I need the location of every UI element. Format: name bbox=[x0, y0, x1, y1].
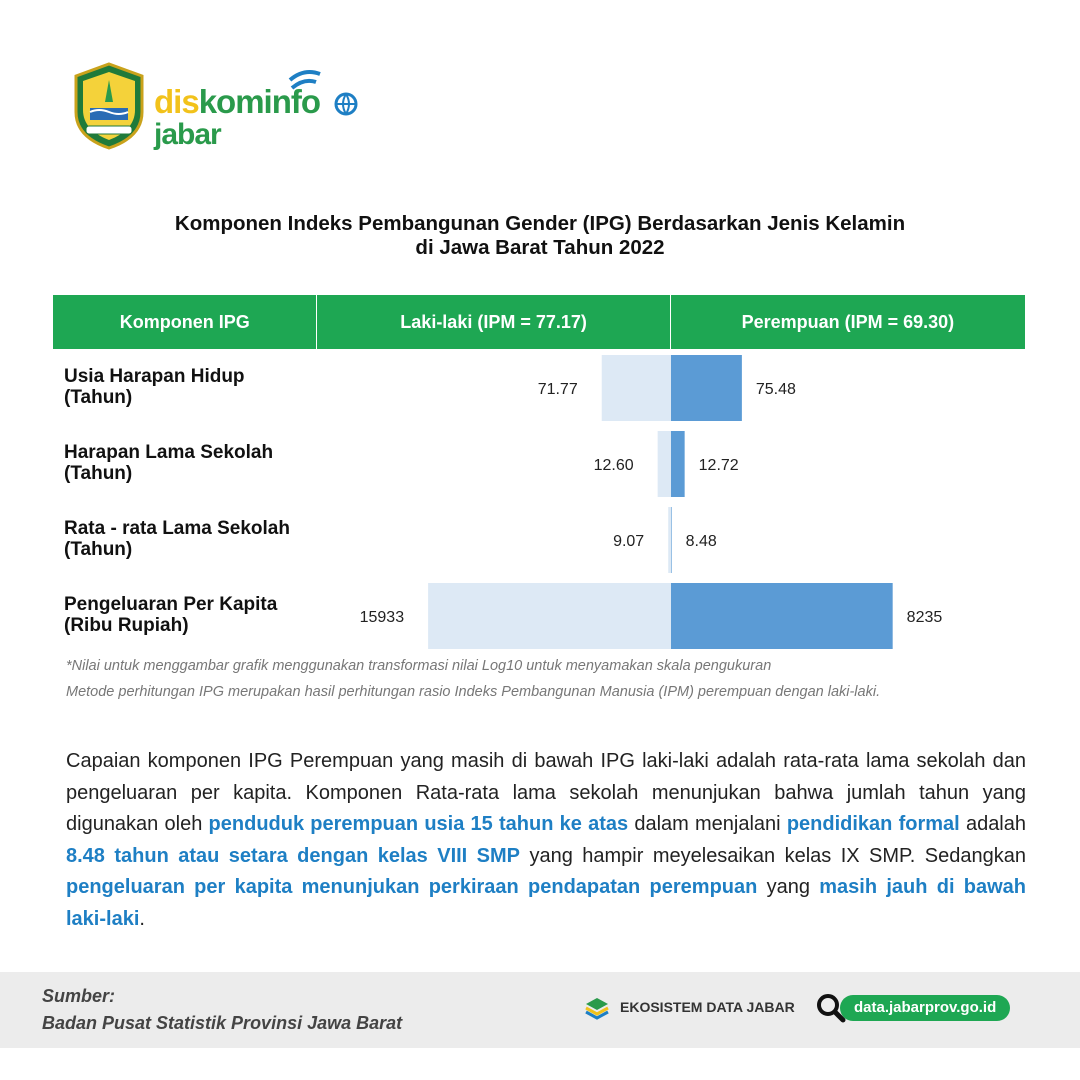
paragraph-text: . bbox=[139, 907, 145, 930]
male-value-label: 12.60 bbox=[593, 457, 634, 474]
male-bar bbox=[658, 431, 671, 497]
row-label-line: (Ribu Rupiah) bbox=[64, 615, 189, 636]
paragraph-highlight: penduduk perempuan usia 15 tahun ke atas bbox=[208, 813, 629, 835]
header-female: Perempuan (IPM = 69.30) bbox=[741, 311, 955, 332]
male-value-label: 71.77 bbox=[537, 381, 578, 398]
female-bar bbox=[671, 355, 742, 421]
row-label-line: (Tahun) bbox=[64, 387, 133, 408]
paragraph-highlight: pendidikan formal bbox=[786, 813, 960, 835]
chart-title-line2: di Jawa Barat Tahun 2022 bbox=[415, 236, 665, 259]
note-method: Metode perhitungan IPG merupakan hasil perhitungan rasio Indeks Pembangunan Manusia (IPM) perempuan dengan laki-laki. bbox=[66, 684, 881, 700]
portal-url-link[interactable]: data.jabarprov.go.id bbox=[840, 995, 1010, 1021]
row-label-line: Usia Harapan Hidup bbox=[64, 366, 245, 387]
row-label-line: Rata - rata Lama Sekolah bbox=[64, 518, 290, 539]
header-male: Laki-laki (IPM = 77.17) bbox=[317, 295, 670, 349]
male-bar bbox=[428, 583, 671, 649]
paragraph-text: yang hampir meyelesaikan kelas IX SMP. Sedangkan bbox=[520, 844, 1026, 867]
paragraph-text: adalah bbox=[959, 813, 1027, 835]
female-bar bbox=[671, 507, 672, 573]
paragraph-highlight: 8.48 tahun atau setara dengan kelas VIII SMP bbox=[66, 844, 521, 867]
paragraph-text: yang bbox=[757, 876, 820, 898]
chart-title-line1: Komponen Indeks Pembangunan Gender (IPG) Berdasarkan Jenis Kelamin bbox=[174, 212, 906, 235]
male-bar bbox=[602, 355, 671, 421]
west-java-emblem-icon bbox=[72, 62, 146, 150]
brand-name-line2: jabar bbox=[154, 118, 221, 151]
female-bar bbox=[671, 431, 685, 497]
summary-paragraph bbox=[66, 746, 1026, 935]
female-value-label: 8235 bbox=[906, 609, 943, 626]
ecosystem-label: EKOSISTEM DATA JABAR bbox=[620, 999, 795, 1015]
signal-globe-icon bbox=[282, 64, 360, 120]
row-label-line: (Tahun) bbox=[64, 463, 133, 484]
row-label-line: Pengeluaran Per Kapita bbox=[64, 594, 278, 615]
diverging-bar-chart bbox=[0, 340, 1080, 660]
male-bar bbox=[668, 507, 671, 573]
row-label-line: (Tahun) bbox=[64, 539, 133, 560]
data-ecosystem-logo-icon bbox=[584, 996, 610, 1020]
note-log-transform: *Nilai untuk menggambar grafik menggunakan transformasi nilai Log10 untuk menyamakan skala pengukuran bbox=[66, 658, 772, 674]
paragraph-highlight: masih jauh di bawah laki-laki bbox=[66, 876, 1027, 930]
source-value: Badan Pusat Statistik Provinsi Jawa Barat bbox=[42, 1013, 403, 1033]
male-value-label: 9.07 bbox=[613, 533, 645, 550]
header-component: Komponen IPG bbox=[53, 295, 317, 349]
female-value-label: 12.72 bbox=[698, 457, 739, 474]
brand-name-part2: kominfo bbox=[198, 83, 321, 120]
row-label-line: Harapan Lama Sekolah bbox=[64, 442, 274, 463]
chart-title bbox=[0, 212, 1080, 260]
paragraph-text: dalam menjalani bbox=[628, 813, 787, 835]
female-bar bbox=[671, 583, 893, 649]
paragraph-highlight: pengeluaran per kapita menunjukan perkiraan pendapatan perempuan bbox=[66, 876, 758, 898]
paragraph-text: Capaian komponen IPG Perempuan yang masih di bawah IPG laki-laki adalah rata-rata lama sekolah dan pengeluaran per kapita. Komponen Rata-rata lama sekolah menunjukan bahwa jumlah tahun yang digunakan oleh bbox=[66, 750, 1026, 835]
male-value-label: 15933 bbox=[359, 609, 405, 626]
brand-name-part1: dis bbox=[154, 83, 199, 120]
source-label: Sumber: bbox=[42, 986, 116, 1006]
female-value-label: 8.48 bbox=[685, 533, 717, 550]
female-value-label: 75.48 bbox=[755, 381, 796, 398]
